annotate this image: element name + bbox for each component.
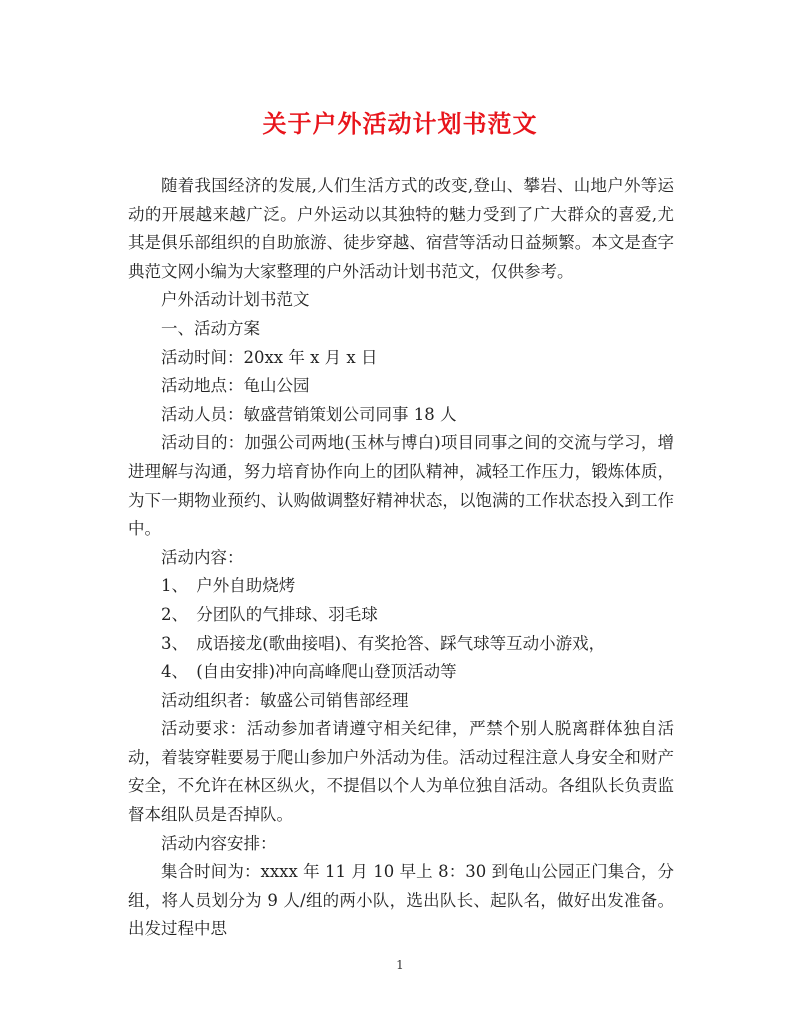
- activity-time: 活动时间：20xx 年 x 月 x 日: [161, 347, 378, 367]
- subtitle-paragraph: 户外活动计划书范文: [161, 290, 310, 310]
- activity-requirements: 活动要求：活动参加者请遵守相关纪律，严禁个别人脱离群体独自活动，着装穿鞋要易于爬山参加户外活动为佳。活动过程注意人身安全和财产安全，不允许在林区纵火，不提倡以个人为单位独自活动。各组队长负责监督本组队员是否掉队。: [128, 719, 674, 825]
- activity-participants: 活动人员：敏盛营销策划公司同事 18 人: [161, 404, 457, 424]
- intro-paragraph: 随着我国经济的发展,人们生活方式的改变,登山、攀岩、山地户外等运动的开展越来越广泛。户外运动以其独特的魅力受到了广大群众的喜爱,尤其是俱乐部组织的自助旅游、徒步穿越、宿营等活动日益频繁。本文是查字典范文网小编为大家整理的户外活动计划书范文，仅供参考。: [128, 176, 674, 281]
- schedule-heading: 活动内容安排：: [161, 833, 277, 853]
- list-item: 1、 户外自助烧烤: [161, 576, 296, 596]
- list-item: 3、 成语接龙(歌曲接唱)、有奖抢答、踩气球等互动小游戏，: [161, 633, 606, 653]
- activity-location: 活动地点：龟山公园: [161, 376, 310, 396]
- document-body: [128, 172, 674, 944]
- list-item: 2、 分团队的气排球、羽毛球: [161, 604, 378, 624]
- document-title: 关于户外活动计划书范文: [262, 109, 538, 138]
- activity-content-heading: 活动内容：: [161, 547, 244, 567]
- schedule-paragraph: 集合时间为：xxxx 年 11 月 10 早上 8：30 到龟山公园正门集合，分组，将人员划分为 9 人/组的两小队，选出队长、起队名，做好出发准备。出发过程中思: [128, 862, 674, 939]
- section-heading: 一、活动方案: [161, 318, 260, 338]
- activity-purpose: 活动目的：加强公司两地(玉林与博白)项目同事之间的交流与学习，增进理解与沟通，努力培育协作向上的团队精神，减轻工作压力，锻炼体质，为下一期物业预约、认购做调整好精神状态，以饱满的工作状态投入到工作中。: [128, 433, 674, 539]
- page-number: 1: [396, 958, 404, 972]
- activity-organizer: 活动组织者：敏盛公司销售部经理: [161, 690, 409, 710]
- list-item: 4、 (自由安排)冲向高峰爬山登顶活动等: [161, 662, 457, 682]
